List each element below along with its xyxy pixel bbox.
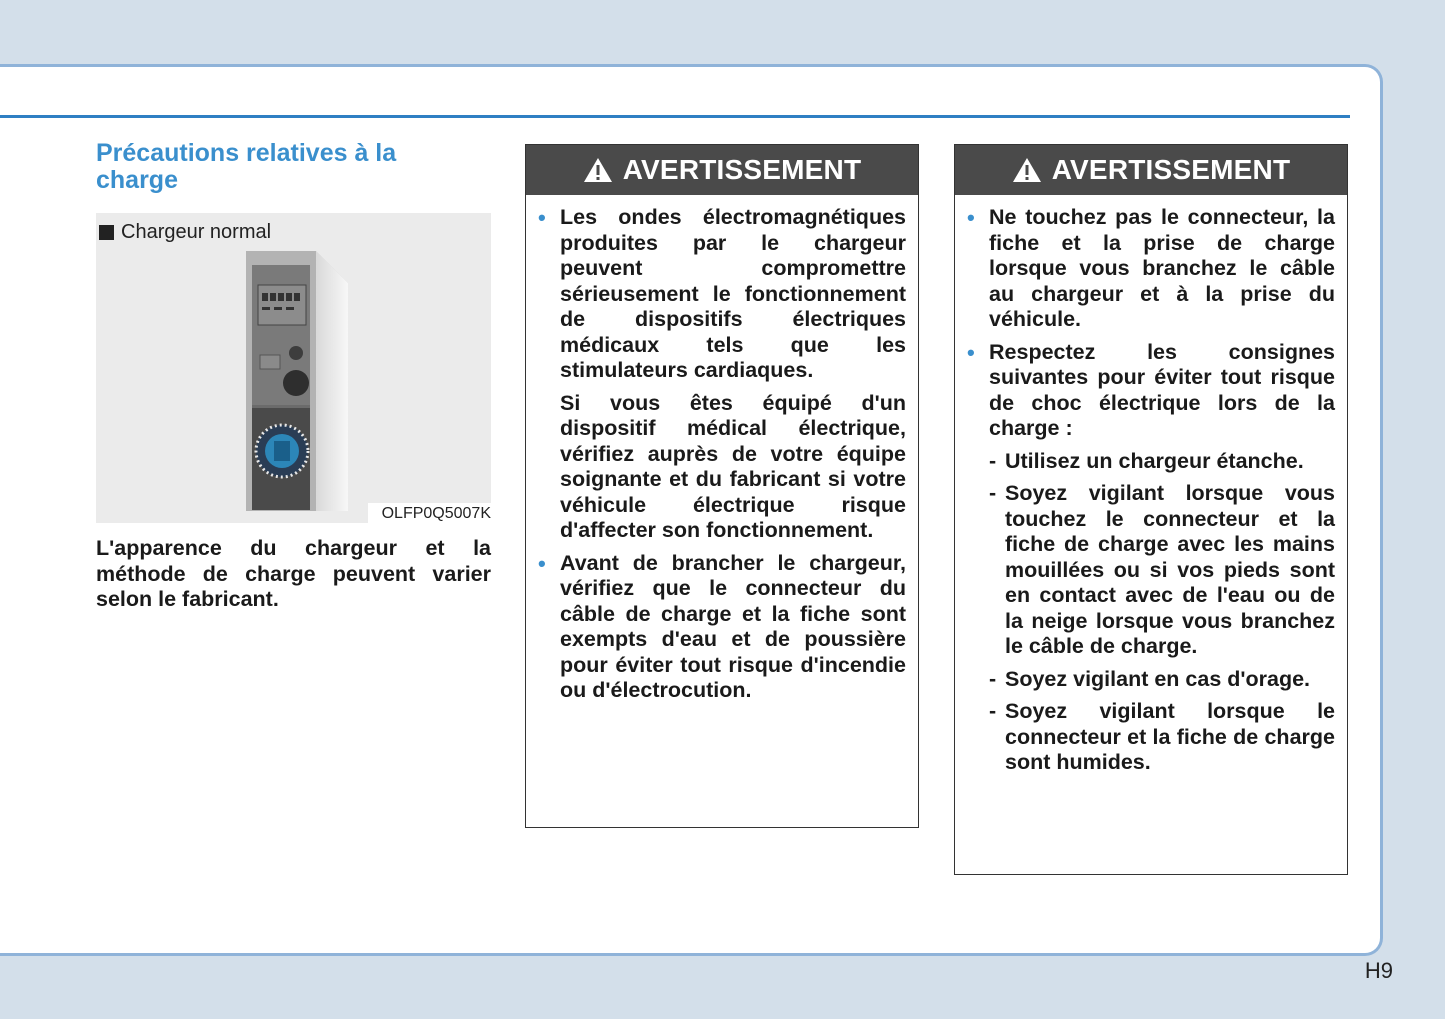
figure-caption-text: Chargeur normal (121, 221, 272, 243)
warning-header-2 (955, 145, 1347, 195)
square-bullet-icon (99, 225, 114, 240)
section-title: Précautions relatives à la charge (96, 139, 397, 194)
warning-bullet-text: Les ondes électromagnétiques produites par le chargeur peuvent compromettre sérieusement le fonctionnement de dispositifs électriques médicaux tels que les stimulateurs cardiaques. (560, 205, 906, 382)
dash-marker: - (989, 666, 997, 691)
charger-illustration (236, 243, 366, 513)
warning-box-1 (525, 144, 919, 828)
dash-marker: - (989, 448, 997, 473)
warning-title-1: AVERTISSEMENT (622, 154, 862, 185)
dash-item-text: Soyez vigilant lorsque le connecteur et la fiche de charge sont humides. (1005, 699, 1335, 774)
figure-code: OLFP0Q5007K (368, 503, 491, 525)
warning-bullet-text: Respectez les consignes suivantes pour éviter tout risque de choc électrique lors de la charge : (989, 339, 1335, 440)
charger-note: L'apparence du chargeur et la méthode de charge peuvent varier selon le fabricant. (96, 536, 491, 611)
dash-item (989, 481, 1335, 660)
warning-bullet (538, 551, 906, 704)
bullet-icon: • (538, 205, 546, 230)
dash-item (989, 667, 1335, 693)
warning-bullet (538, 205, 906, 544)
header-rule (0, 115, 1350, 118)
dash-item-text: Soyez vigilant en cas d'orage. (1005, 666, 1311, 691)
dash-marker: - (989, 481, 997, 505)
warning-paragraph: Si vous êtes équipé d'un dispositif médical électrique, vérifiez auprès de votre équipe soignante et du fabricant si votre véhicule électrique risque d'affecter son fonctionnement. (560, 390, 906, 542)
warning-body-1 (526, 195, 918, 725)
dash-item (989, 449, 1335, 475)
dash-item-text: Utilisez un chargeur étanche. (1005, 448, 1304, 473)
bullet-icon: • (967, 205, 975, 230)
warning-bullet-text: Ne touchez pas le connecteur, la fiche et la prise de charge lorsque vous branchez le câble au chargeur et à la prise du véhicule. (989, 205, 1335, 331)
warning-header-1 (526, 145, 918, 195)
charger-figure (96, 213, 491, 523)
bullet-icon: • (967, 339, 975, 365)
warning-triangle-icon (583, 157, 613, 183)
dash-marker: - (989, 699, 997, 723)
warning-title-2: AVERTISSEMENT (1051, 154, 1291, 185)
warning-body-2 (955, 195, 1347, 797)
page-number: H9 (1364, 958, 1393, 983)
warning-triangle-icon (1012, 157, 1042, 183)
dash-item-text: Soyez vigilant lorsque vous touchez le connecteur et la fiche de charge avec les mains mouillées ou si vos pieds sont en contact avec de l'eau ou de la neige lorsque vous branchez le câble de charge. (1005, 481, 1335, 658)
bullet-icon: • (538, 550, 546, 576)
figure-caption (99, 221, 271, 244)
dash-item (989, 699, 1335, 776)
warning-bullet-text: Avant de brancher le chargeur, vérifiez que le connecteur du câble de charge et la fiche sont exempts d'eau et de poussière pour éviter tout risque d'incendie ou d'électrocution. (560, 550, 906, 702)
warning-box-2 (954, 144, 1348, 875)
warning-bullet (967, 205, 1335, 333)
warning-bullet (967, 340, 1335, 776)
